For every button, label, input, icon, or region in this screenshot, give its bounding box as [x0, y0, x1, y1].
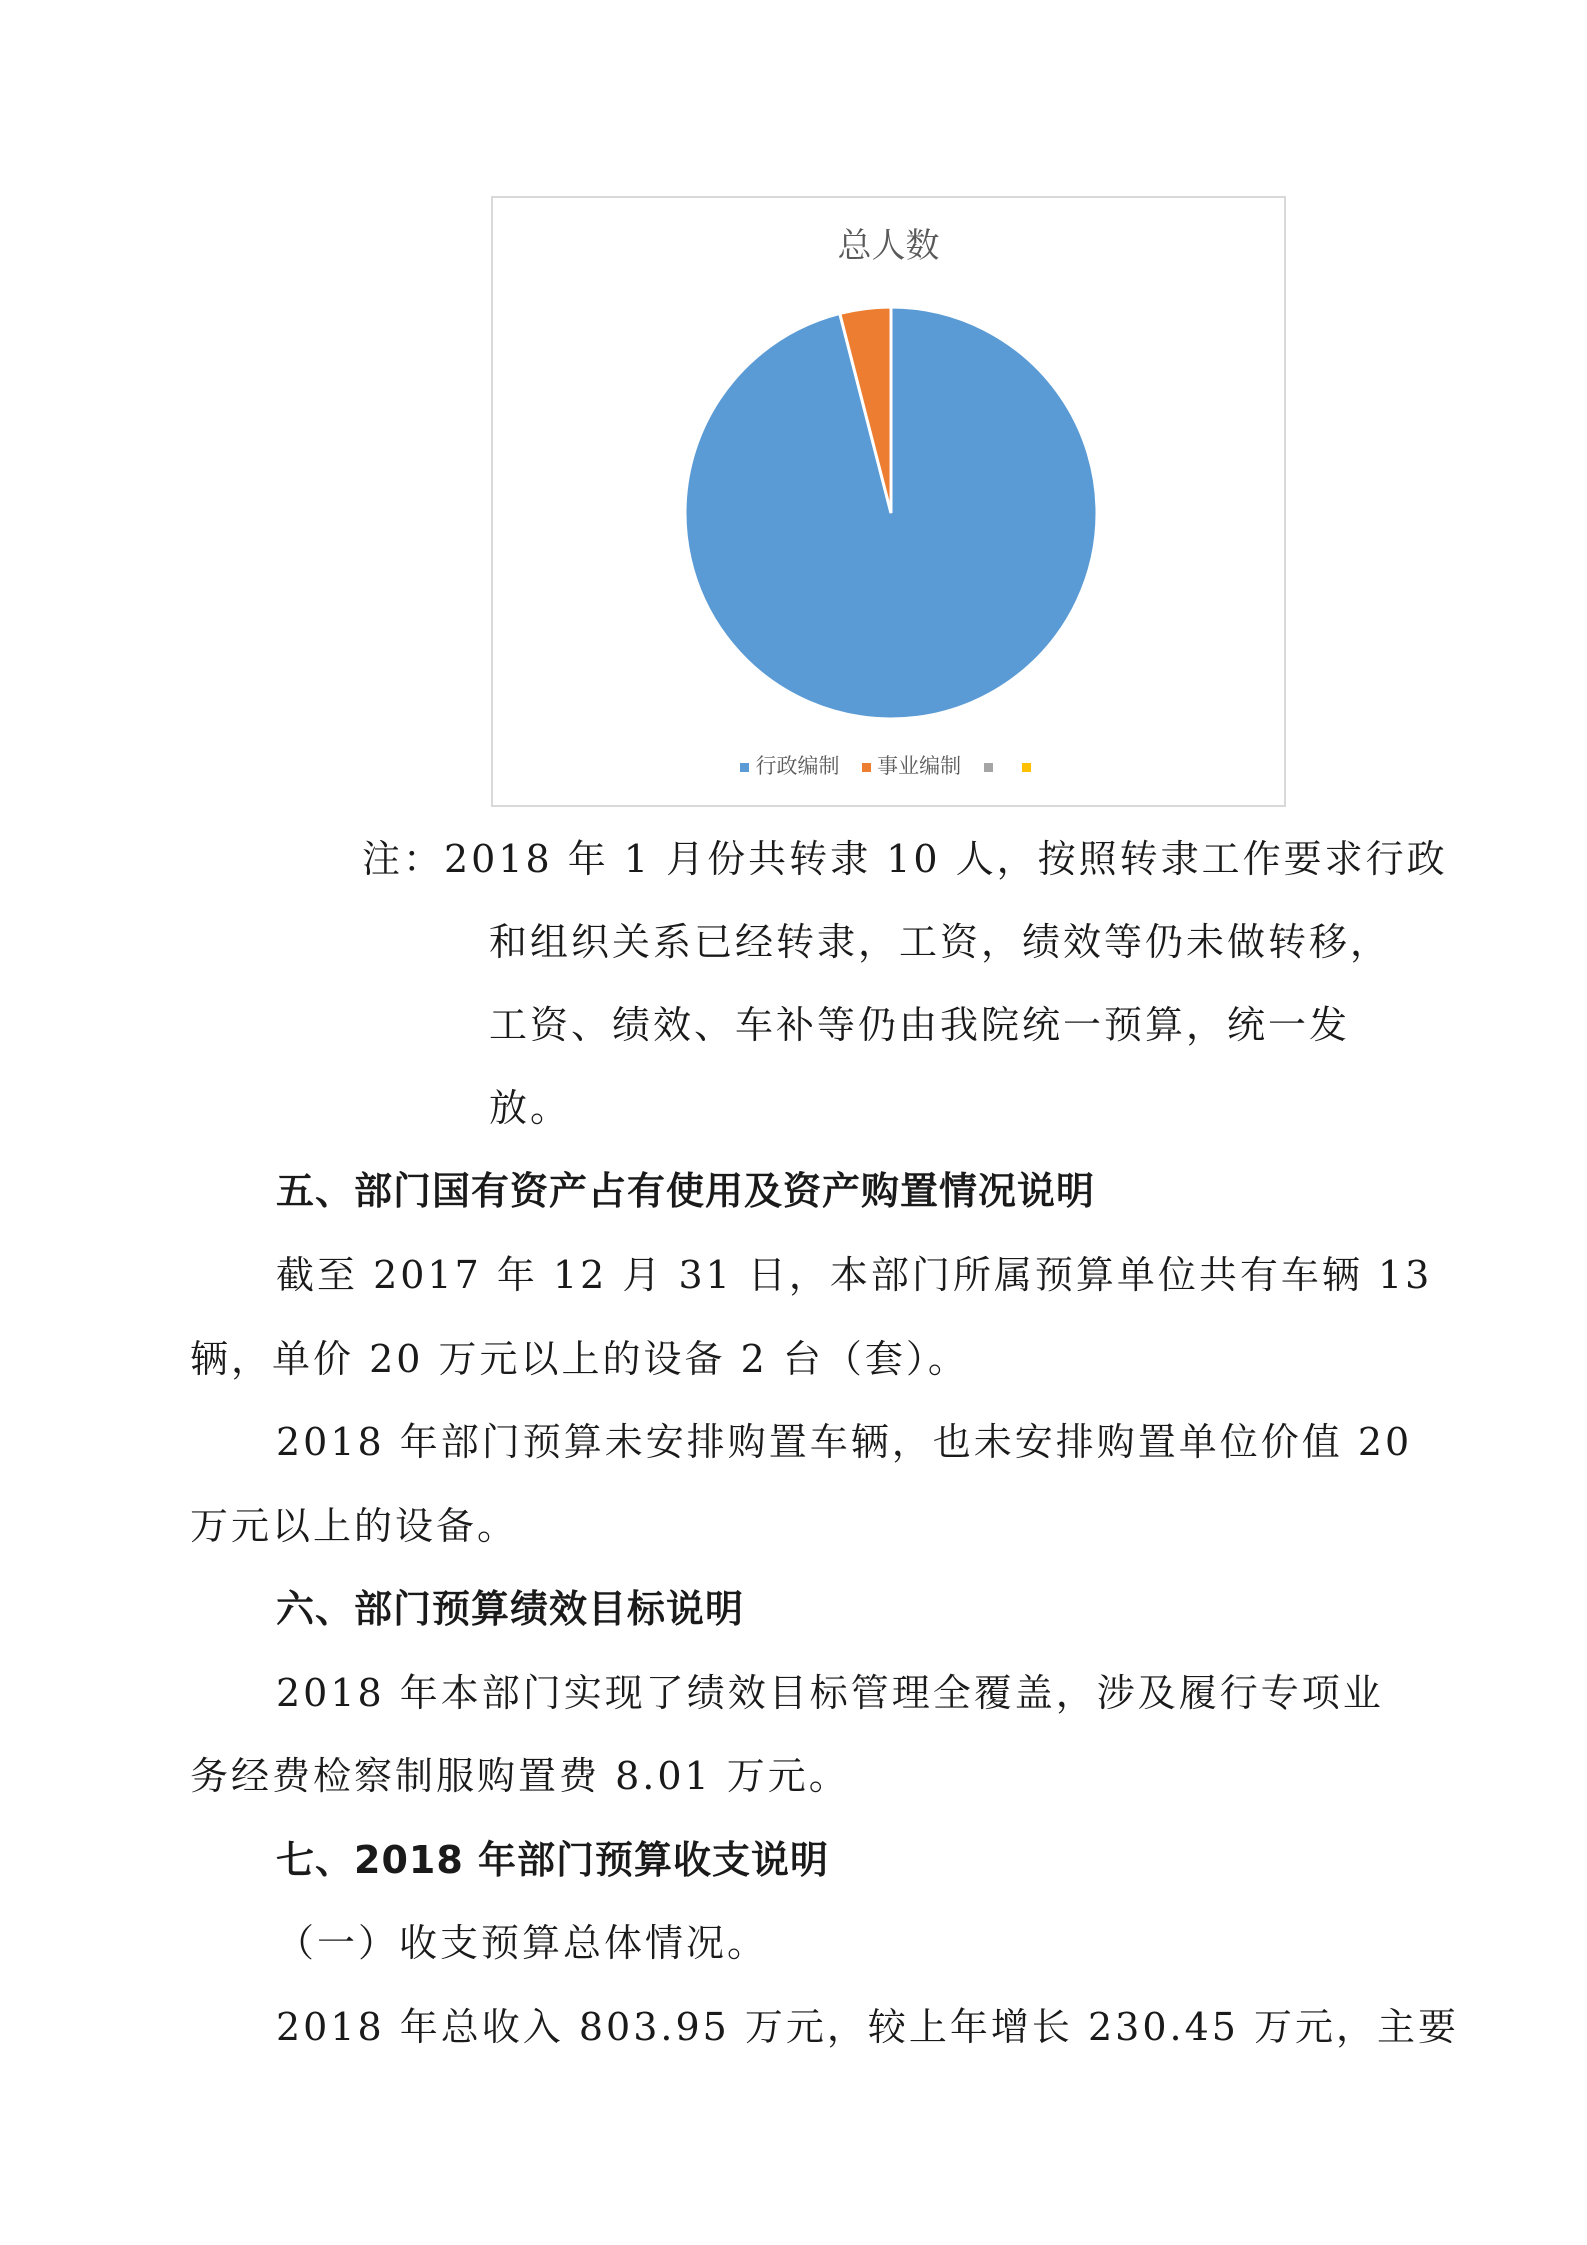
note-line: 工资、绩效、车补等仍由我院统一预算，统一发: [489, 1003, 1351, 1047]
pie-chart: [491, 196, 1286, 807]
paragraph-line: 辆，单价 20 万元以上的设备 2 台（套）。: [190, 1337, 969, 1381]
paragraph-line: 务经费检察制服购置费 8.01 万元。: [190, 1754, 850, 1798]
legend-label: 行政编制: [755, 754, 840, 778]
paragraph-line: 截至 2017 年 12 月 31 日，本部门所属预算单位共有车辆 13: [276, 1253, 1433, 1297]
note-line: 放。: [489, 1086, 572, 1130]
legend-item-admin: [740, 750, 839, 780]
chart-legend: [493, 750, 1284, 780]
section-heading: 五、部门国有资产占有使用及资产购置情况说明: [276, 1169, 1096, 1213]
legend-swatch: [1022, 763, 1031, 772]
legend-label: 事业编制: [877, 754, 962, 778]
chart-title: 总人数: [837, 226, 940, 266]
section-heading: 六、部门预算绩效目标说明: [276, 1587, 745, 1631]
note-line: 注：2018 年 1 月份共转隶 10 人，按照转隶工作要求行政: [362, 837, 1448, 881]
pie-svg: [493, 198, 1288, 809]
legend-item-empty-3: [984, 754, 999, 778]
legend-swatch: [740, 763, 749, 772]
sub-heading: （一）收支预算总体情况。: [276, 1921, 769, 1965]
legend-item-institution: [862, 750, 961, 780]
section-heading: 七、2018 年部门预算收支说明: [276, 1838, 829, 1882]
paragraph-line: 2018 年部门预算未安排购置车辆，也未安排购置单位价值 20: [276, 1420, 1413, 1464]
legend-item-empty-4: [1022, 754, 1037, 778]
note-line: 和组织关系已经转隶，工资，绩效等仍未做转移，: [489, 920, 1392, 964]
paragraph-line: 万元以上的设备。: [190, 1504, 519, 1548]
paragraph-line: 2018 年本部门实现了绩效目标管理全覆盖，涉及履行专项业: [276, 1671, 1384, 1715]
legend-swatch: [984, 763, 993, 772]
paragraph-line: 2018 年总收入 803.95 万元，较上年增长 230.45 万元，主要: [276, 2005, 1460, 2049]
legend-swatch: [862, 763, 871, 772]
